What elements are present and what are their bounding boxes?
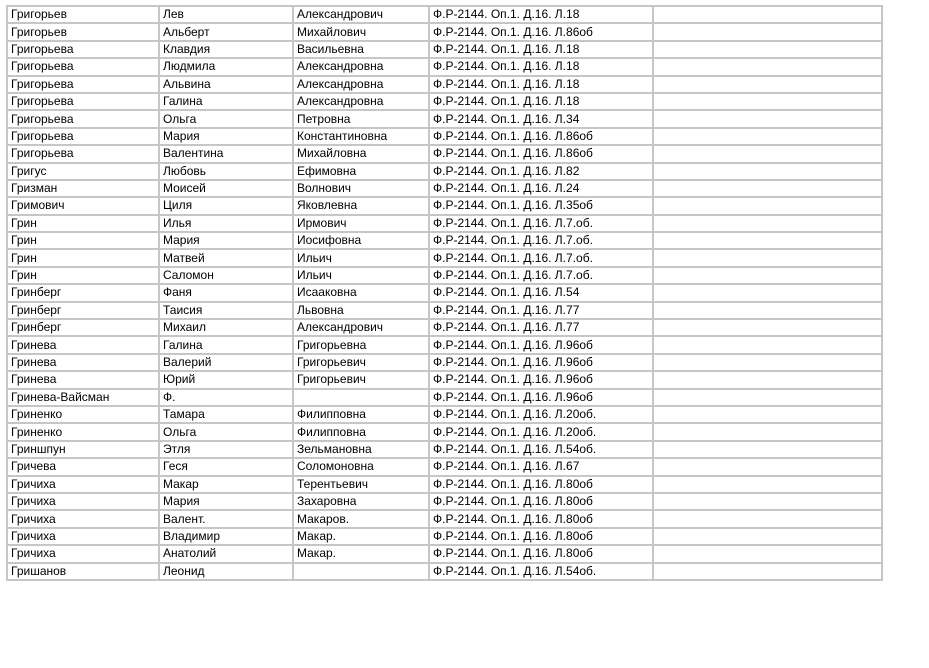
table-row xyxy=(7,93,882,110)
patronymic-cell[interactable] xyxy=(293,563,429,580)
surname-cell[interactable]: Гричиха xyxy=(7,528,159,545)
empty-cell[interactable] xyxy=(653,128,882,145)
empty-cell[interactable] xyxy=(653,528,882,545)
given-name-cell[interactable]: Любовь xyxy=(159,163,293,180)
surname-cell[interactable]: Гричева xyxy=(7,458,159,475)
archive-reference-cell[interactable]: Ф.Р-2144. Оп.1. Д.16. Л.54об. xyxy=(429,563,653,580)
table-row xyxy=(7,145,882,162)
table-row xyxy=(7,319,882,336)
surname-cell[interactable]: Гричиха xyxy=(7,476,159,493)
empty-cell[interactable] xyxy=(653,545,882,562)
table-row xyxy=(7,284,882,301)
table-row xyxy=(7,267,882,284)
empty-cell[interactable] xyxy=(653,371,882,388)
empty-cell[interactable] xyxy=(653,493,882,510)
surname-cell[interactable]: Григорьев xyxy=(7,23,159,40)
table-row xyxy=(7,389,882,406)
table-row xyxy=(7,215,882,232)
empty-cell[interactable] xyxy=(653,458,882,475)
given-name-cell[interactable]: Мария xyxy=(159,232,293,249)
empty-cell[interactable] xyxy=(653,163,882,180)
patronymic-cell[interactable]: Терентьевич xyxy=(293,476,429,493)
given-name-cell[interactable]: Валент. xyxy=(159,510,293,527)
table-row xyxy=(7,163,882,180)
given-name-cell[interactable]: Саломон xyxy=(159,267,293,284)
archive-reference-cell[interactable]: Ф.Р-2144. Оп.1. Д.16. Л.18 xyxy=(429,76,653,93)
table-row xyxy=(7,528,882,545)
given-name-cell[interactable]: Валерий xyxy=(159,354,293,371)
patronymic-cell[interactable] xyxy=(293,389,429,406)
table-row xyxy=(7,249,882,266)
empty-cell[interactable] xyxy=(653,476,882,493)
surname-cell[interactable]: Гричиха xyxy=(7,545,159,562)
table-row xyxy=(7,476,882,493)
table-row xyxy=(7,406,882,423)
given-name-cell[interactable]: Леонид xyxy=(159,563,293,580)
archive-reference-cell[interactable]: Ф.Р-2144. Оп.1. Д.16. Л.54об. xyxy=(429,441,653,458)
patronymic-cell[interactable]: Макар. xyxy=(293,545,429,562)
patronymic-cell[interactable]: Волнович xyxy=(293,180,429,197)
given-name-cell[interactable]: Валентина xyxy=(159,145,293,162)
surname-cell[interactable]: Гринева-Вайсман xyxy=(7,389,159,406)
surname-cell[interactable]: Григорьев xyxy=(7,6,159,23)
patronymic-cell[interactable]: Ефимовна xyxy=(293,163,429,180)
archive-reference-cell[interactable]: Ф.Р-2144. Оп.1. Д.16. Л.67 xyxy=(429,458,653,475)
archive-reference-cell[interactable]: Ф.Р-2144. Оп.1. Д.16. Л.18 xyxy=(429,93,653,110)
surname-cell[interactable]: Гриненко xyxy=(7,406,159,423)
empty-cell[interactable] xyxy=(653,249,882,266)
empty-cell[interactable] xyxy=(653,441,882,458)
table-row xyxy=(7,563,882,580)
archive-reference-cell[interactable]: Ф.Р-2144. Оп.1. Д.16. Л.80об xyxy=(429,545,653,562)
archive-reference-cell[interactable]: Ф.Р-2144. Оп.1. Д.16. Л.34 xyxy=(429,110,653,127)
archive-reference-cell[interactable]: Ф.Р-2144. Оп.1. Д.16. Л.96об xyxy=(429,354,653,371)
empty-cell[interactable] xyxy=(653,197,882,214)
given-name-cell[interactable]: Ольга xyxy=(159,423,293,440)
patronymic-cell[interactable]: Львовна xyxy=(293,302,429,319)
given-name-cell[interactable]: Матвей xyxy=(159,249,293,266)
surname-cell[interactable]: Грин xyxy=(7,249,159,266)
surname-cell[interactable]: Гричиха xyxy=(7,493,159,510)
table-row xyxy=(7,423,882,440)
archive-reference-cell[interactable]: Ф.Р-2144. Оп.1. Д.16. Л.80об xyxy=(429,528,653,545)
empty-cell[interactable] xyxy=(653,406,882,423)
surname-cell[interactable]: Григорьева xyxy=(7,76,159,93)
surname-cell[interactable]: Гриншпун xyxy=(7,441,159,458)
given-name-cell[interactable]: Лев xyxy=(159,6,293,23)
archive-reference-cell[interactable]: Ф.Р-2144. Оп.1. Д.16. Л.80об xyxy=(429,510,653,527)
given-name-cell[interactable]: Альберт xyxy=(159,23,293,40)
archive-reference-cell[interactable]: Ф.Р-2144. Оп.1. Д.16. Л.24 xyxy=(429,180,653,197)
archive-reference-cell[interactable]: Ф.Р-2144. Оп.1. Д.16. Л.96об xyxy=(429,336,653,353)
surname-cell[interactable]: Григорьева xyxy=(7,110,159,127)
records-table xyxy=(6,5,883,581)
records-table-body xyxy=(7,6,882,580)
archive-reference-cell[interactable]: Ф.Р-2144. Оп.1. Д.16. Л.18 xyxy=(429,41,653,58)
table-row xyxy=(7,510,882,527)
archive-reference-cell[interactable]: Ф.Р-2144. Оп.1. Д.16. Л.7.об. xyxy=(429,267,653,284)
archive-reference-cell[interactable]: Ф.Р-2144. Оп.1. Д.16. Л.20об. xyxy=(429,423,653,440)
table-row xyxy=(7,23,882,40)
archive-reference-cell[interactable]: Ф.Р-2144. Оп.1. Д.16. Л.86об xyxy=(429,128,653,145)
surname-cell[interactable]: Гримович xyxy=(7,197,159,214)
empty-cell[interactable] xyxy=(653,41,882,58)
empty-cell[interactable] xyxy=(653,336,882,353)
given-name-cell[interactable]: Ольга xyxy=(159,110,293,127)
empty-cell[interactable] xyxy=(653,6,882,23)
surname-cell[interactable]: Григорьева xyxy=(7,128,159,145)
given-name-cell[interactable]: Макар xyxy=(159,476,293,493)
surname-cell[interactable]: Гринева xyxy=(7,371,159,388)
given-name-cell[interactable]: Мария xyxy=(159,493,293,510)
surname-cell[interactable]: Гришанов xyxy=(7,563,159,580)
surname-cell[interactable]: Грин xyxy=(7,267,159,284)
patronymic-cell[interactable]: Александровна xyxy=(293,93,429,110)
patronymic-cell[interactable]: Григорьевич xyxy=(293,371,429,388)
empty-cell[interactable] xyxy=(653,23,882,40)
given-name-cell[interactable]: Илья xyxy=(159,215,293,232)
given-name-cell[interactable]: Юрий xyxy=(159,371,293,388)
table-row xyxy=(7,41,882,58)
surname-cell[interactable]: Гринева xyxy=(7,336,159,353)
empty-cell[interactable] xyxy=(653,563,882,580)
surname-cell[interactable]: Гриненко xyxy=(7,423,159,440)
table-row xyxy=(7,58,882,75)
surname-cell[interactable]: Григорьева xyxy=(7,41,159,58)
empty-cell[interactable] xyxy=(653,215,882,232)
surname-cell[interactable]: Гризман xyxy=(7,180,159,197)
patronymic-cell[interactable]: Александрович xyxy=(293,319,429,336)
empty-cell[interactable] xyxy=(653,284,882,301)
empty-cell[interactable] xyxy=(653,145,882,162)
archive-reference-cell[interactable]: Ф.Р-2144. Оп.1. Д.16. Л.7.об. xyxy=(429,215,653,232)
patronymic-cell[interactable]: Макар. xyxy=(293,528,429,545)
archive-reference-cell[interactable]: Ф.Р-2144. Оп.1. Д.16. Л.77 xyxy=(429,319,653,336)
surname-cell[interactable]: Гринева xyxy=(7,354,159,371)
patronymic-cell[interactable]: Григорьевна xyxy=(293,336,429,353)
patronymic-cell[interactable]: Григорьевич xyxy=(293,354,429,371)
empty-cell[interactable] xyxy=(653,93,882,110)
empty-cell[interactable] xyxy=(653,389,882,406)
archive-reference-cell[interactable]: Ф.Р-2144. Оп.1. Д.16. Л.96об xyxy=(429,371,653,388)
surname-cell[interactable]: Гринберг xyxy=(7,284,159,301)
given-name-cell[interactable]: Клавдия xyxy=(159,41,293,58)
given-name-cell[interactable]: Таисия xyxy=(159,302,293,319)
empty-cell[interactable] xyxy=(653,319,882,336)
table-row xyxy=(7,302,882,319)
archive-reference-cell[interactable]: Ф.Р-2144. Оп.1. Д.16. Л.77 xyxy=(429,302,653,319)
patronymic-cell[interactable]: Александровна xyxy=(293,76,429,93)
patronymic-cell[interactable]: Филипповна xyxy=(293,406,429,423)
archive-reference-cell[interactable]: Ф.Р-2144. Оп.1. Д.16. Л.20об. xyxy=(429,406,653,423)
patronymic-cell[interactable]: Ирмович xyxy=(293,215,429,232)
archive-reference-cell[interactable]: Ф.Р-2144. Оп.1. Д.16. Л.82 xyxy=(429,163,653,180)
table-row xyxy=(7,128,882,145)
patronymic-cell[interactable]: Петровна xyxy=(293,110,429,127)
archive-reference-cell[interactable]: Ф.Р-2144. Оп.1. Д.16. Л.18 xyxy=(429,6,653,23)
archive-reference-cell[interactable]: Ф.Р-2144. Оп.1. Д.16. Л.7.об. xyxy=(429,249,653,266)
archive-reference-cell[interactable]: Ф.Р-2144. Оп.1. Д.16. Л.86об xyxy=(429,23,653,40)
empty-cell[interactable] xyxy=(653,267,882,284)
patronymic-cell[interactable]: Соломоновна xyxy=(293,458,429,475)
table-row xyxy=(7,336,882,353)
given-name-cell[interactable]: Людмила xyxy=(159,58,293,75)
given-name-cell[interactable]: Моисей xyxy=(159,180,293,197)
table-row xyxy=(7,441,882,458)
surname-cell[interactable]: Григорьева xyxy=(7,58,159,75)
given-name-cell[interactable]: Циля xyxy=(159,197,293,214)
empty-cell[interactable] xyxy=(653,423,882,440)
surname-cell[interactable]: Гринберг xyxy=(7,302,159,319)
patronymic-cell[interactable]: Филипповна xyxy=(293,423,429,440)
table-row xyxy=(7,458,882,475)
given-name-cell[interactable]: Галина xyxy=(159,336,293,353)
patronymic-cell[interactable]: Яковлевна xyxy=(293,197,429,214)
table-row xyxy=(7,110,882,127)
given-name-cell[interactable]: Тамара xyxy=(159,406,293,423)
empty-cell[interactable] xyxy=(653,232,882,249)
patronymic-cell[interactable]: Исааковна xyxy=(293,284,429,301)
given-name-cell[interactable]: Этля xyxy=(159,441,293,458)
surname-cell[interactable]: Григорьева xyxy=(7,145,159,162)
surname-cell[interactable]: Григус xyxy=(7,163,159,180)
patronymic-cell[interactable]: Михайловна xyxy=(293,145,429,162)
table-row xyxy=(7,371,882,388)
patronymic-cell[interactable]: Ильич xyxy=(293,267,429,284)
archive-reference-cell[interactable]: Ф.Р-2144. Оп.1. Д.16. Л.96об xyxy=(429,389,653,406)
patronymic-cell[interactable]: Константиновна xyxy=(293,128,429,145)
given-name-cell[interactable]: Анатолий xyxy=(159,545,293,562)
surname-cell[interactable]: Григорьева xyxy=(7,93,159,110)
archive-reference-cell[interactable]: Ф.Р-2144. Оп.1. Д.16. Л.86об xyxy=(429,145,653,162)
patronymic-cell[interactable]: Васильевна xyxy=(293,41,429,58)
surname-cell[interactable]: Грин xyxy=(7,232,159,249)
archive-reference-cell[interactable]: Ф.Р-2144. Оп.1. Д.16. Л.18 xyxy=(429,58,653,75)
archive-reference-cell[interactable]: Ф.Р-2144. Оп.1. Д.16. Л.7.об. xyxy=(429,232,653,249)
patronymic-cell[interactable]: Александровна xyxy=(293,58,429,75)
given-name-cell[interactable]: Альвина xyxy=(159,76,293,93)
patronymic-cell[interactable]: Ильич xyxy=(293,249,429,266)
empty-cell[interactable] xyxy=(653,354,882,371)
patronymic-cell[interactable]: Захаровна xyxy=(293,493,429,510)
archive-reference-cell[interactable]: Ф.Р-2144. Оп.1. Д.16. Л.54 xyxy=(429,284,653,301)
archive-reference-cell[interactable]: Ф.Р-2144. Оп.1. Д.16. Л.80об xyxy=(429,493,653,510)
given-name-cell[interactable]: Михаил xyxy=(159,319,293,336)
given-name-cell[interactable]: Галина xyxy=(159,93,293,110)
table-row xyxy=(7,6,882,23)
given-name-cell[interactable]: Ф. xyxy=(159,389,293,406)
archive-reference-cell[interactable]: Ф.Р-2144. Оп.1. Д.16. Л.80об xyxy=(429,476,653,493)
patronymic-cell[interactable]: Иосифовна xyxy=(293,232,429,249)
table-row xyxy=(7,197,882,214)
given-name-cell[interactable]: Геся xyxy=(159,458,293,475)
given-name-cell[interactable]: Владимир xyxy=(159,528,293,545)
empty-cell[interactable] xyxy=(653,76,882,93)
patronymic-cell[interactable]: Зельмановна xyxy=(293,441,429,458)
given-name-cell[interactable]: Фаня xyxy=(159,284,293,301)
empty-cell[interactable] xyxy=(653,180,882,197)
surname-cell[interactable]: Гричиха xyxy=(7,510,159,527)
table-row xyxy=(7,545,882,562)
archive-reference-cell[interactable]: Ф.Р-2144. Оп.1. Д.16. Л.35об xyxy=(429,197,653,214)
patronymic-cell[interactable]: Михайлович xyxy=(293,23,429,40)
table-row xyxy=(7,76,882,93)
patronymic-cell[interactable]: Макаров. xyxy=(293,510,429,527)
table-row xyxy=(7,232,882,249)
table-row xyxy=(7,493,882,510)
empty-cell[interactable] xyxy=(653,302,882,319)
patronymic-cell[interactable]: Александрович xyxy=(293,6,429,23)
empty-cell[interactable] xyxy=(653,510,882,527)
surname-cell[interactable]: Гринберг xyxy=(7,319,159,336)
empty-cell[interactable] xyxy=(653,58,882,75)
table-row xyxy=(7,354,882,371)
empty-cell[interactable] xyxy=(653,110,882,127)
given-name-cell[interactable]: Мария xyxy=(159,128,293,145)
table-row xyxy=(7,180,882,197)
surname-cell[interactable]: Грин xyxy=(7,215,159,232)
